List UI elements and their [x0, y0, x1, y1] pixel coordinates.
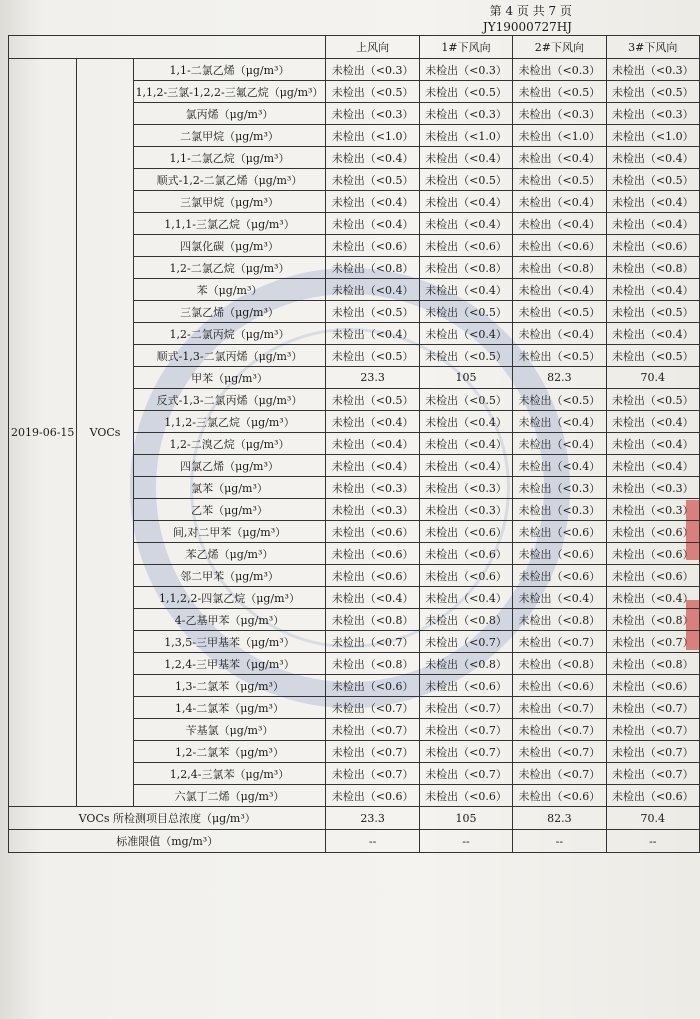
table-row [9, 59, 700, 81]
result-cell: 未检出（<0.5） [606, 301, 699, 323]
result-cell: 未检出（<0.6） [513, 543, 606, 565]
table-header-row [9, 36, 700, 59]
result-cell: 未检出（<0.6） [419, 565, 512, 587]
compound-name-cell: 六氯丁二烯（μg/m³） [133, 785, 326, 807]
result-cell: 未检出（<0.4） [419, 147, 512, 169]
results-table-body [9, 36, 700, 853]
result-cell: 未检出（<0.6） [419, 235, 512, 257]
result-cell: 未检出（<0.3） [326, 59, 419, 81]
result-cell: 未检出（<0.4） [606, 191, 699, 213]
result-cell: 未检出（<0.5） [606, 81, 699, 103]
result-cell: 未检出（<0.8） [326, 653, 419, 675]
result-cell: 未检出（<0.4） [606, 213, 699, 235]
result-cell: 未检出（<0.5） [326, 345, 419, 367]
result-cell: 未检出（<0.8） [419, 653, 512, 675]
result-cell: 未检出（<0.5） [419, 345, 512, 367]
result-cell: 未检出（<0.6） [326, 521, 419, 543]
result-cell: 未检出（<0.4） [606, 587, 699, 609]
compound-name-cell: 反式-1,3-二氯丙烯（μg/m³） [133, 389, 326, 411]
result-cell: 未检出（<0.6） [606, 785, 699, 807]
result-cell: 未检出（<0.3） [513, 103, 606, 125]
result-cell: 未检出（<0.7） [419, 631, 512, 653]
result-cell: 未检出（<0.4） [419, 191, 512, 213]
limit-value-cell: -- [606, 830, 699, 853]
compound-name-cell: 顺式-1,2-二氯乙烯（μg/m³） [133, 169, 326, 191]
compound-name-cell: 氯苯（μg/m³） [133, 477, 326, 499]
result-cell: 未检出（<0.3） [513, 59, 606, 81]
compound-name-cell: 1,1,2,2-四氯乙烷（μg/m³） [133, 587, 326, 609]
result-cell: 未检出（<0.3） [419, 477, 512, 499]
result-cell: 未检出（<0.6） [326, 565, 419, 587]
limit-value-cell: -- [326, 830, 419, 853]
compound-name-cell: 1,1,1-三氯乙烷（μg/m³） [133, 213, 326, 235]
result-cell: 未检出（<0.7） [326, 763, 419, 785]
result-cell: 未检出（<0.8） [513, 257, 606, 279]
compound-name-cell: 苯乙烯（μg/m³） [133, 543, 326, 565]
result-cell: 未检出（<0.5） [326, 389, 419, 411]
compound-name-cell: 甲苯（μg/m³） [133, 367, 326, 389]
page-number: 第 4 页 共 7 页 [489, 4, 572, 18]
result-cell: 未检出（<0.6） [513, 785, 606, 807]
result-cell: 未检出（<0.5） [513, 389, 606, 411]
result-cell: 未检出（<0.3） [419, 499, 512, 521]
total-value-cell: 105 [419, 807, 512, 830]
result-cell: 105 [419, 367, 512, 389]
result-cell: 未检出（<0.4） [606, 147, 699, 169]
result-cell: 未检出（<0.4） [606, 455, 699, 477]
result-cell: 未检出（<0.6） [513, 235, 606, 257]
result-cell: 未检出（<0.8） [419, 257, 512, 279]
result-cell: 未检出（<0.5） [326, 301, 419, 323]
result-cell: 未检出（<0.5） [513, 301, 606, 323]
result-cell: 82.3 [513, 367, 606, 389]
result-cell: 未检出（<0.4） [419, 587, 512, 609]
result-cell: 未检出（<0.7） [513, 719, 606, 741]
result-cell: 未检出（<0.3） [419, 103, 512, 125]
result-cell: 未检出（<0.4） [513, 279, 606, 301]
result-cell: 未检出（<1.0） [513, 125, 606, 147]
compound-name-cell: 二氯甲烷（μg/m³） [133, 125, 326, 147]
compound-name-cell: 1,2,4-三氯苯（μg/m³） [133, 763, 326, 785]
result-cell: 未检出（<0.3） [606, 59, 699, 81]
result-cell: 未检出（<0.7） [326, 697, 419, 719]
result-cell: 未检出（<0.3） [606, 499, 699, 521]
result-cell: 未检出（<0.4） [419, 411, 512, 433]
result-cell: 未检出（<0.4） [419, 323, 512, 345]
result-cell: 未检出（<0.4） [606, 433, 699, 455]
compound-name-cell: 1,4-二氯苯（μg/m³） [133, 697, 326, 719]
total-value-cell: 82.3 [513, 807, 606, 830]
result-cell: 未检出（<0.5） [419, 301, 512, 323]
result-cell: 未检出（<0.3） [513, 499, 606, 521]
result-cell: 未检出（<0.5） [606, 389, 699, 411]
total-value-cell: 23.3 [326, 807, 419, 830]
result-cell: 未检出（<0.5） [513, 81, 606, 103]
compound-name-cell: 四氯化碳（μg/m³） [133, 235, 326, 257]
sampling-date-cell: 2019-06-15 [9, 59, 77, 807]
compound-name-cell: 1,3,5-三甲基苯（μg/m³） [133, 631, 326, 653]
compound-name-cell: 氯丙烯（μg/m³） [133, 103, 326, 125]
compound-name-cell: 顺式-1,3-二氯丙烯（μg/m³） [133, 345, 326, 367]
compound-name-cell: 1,1-二氯乙烯（μg/m³） [133, 59, 326, 81]
result-cell: 未检出（<0.3） [326, 103, 419, 125]
result-cell: 未检出（<0.7） [419, 697, 512, 719]
result-cell: 未检出（<0.7） [326, 719, 419, 741]
result-cell: 未检出（<0.5） [513, 345, 606, 367]
column-header: 1#下风向 [419, 36, 512, 59]
result-cell: 未检出（<0.4） [513, 147, 606, 169]
compound-name-cell: 1,3-二氯苯（μg/m³） [133, 675, 326, 697]
compound-name-cell: 4-乙基甲苯（μg/m³） [133, 609, 326, 631]
results-table [8, 35, 700, 853]
result-cell: 未检出（<0.6） [513, 565, 606, 587]
compound-name-cell: 四氯乙烯（μg/m³） [133, 455, 326, 477]
result-cell: 未检出（<0.3） [326, 499, 419, 521]
result-cell: 未检出（<0.4） [326, 191, 419, 213]
result-cell: 23.3 [326, 367, 419, 389]
compound-name-cell: 1,2-二氯丙烷（μg/m³） [133, 323, 326, 345]
total-label-cell: VOCs 所检测项目总浓度（μg/m³） [9, 807, 326, 830]
compound-name-cell: 苯（μg/m³） [133, 279, 326, 301]
limit-row [9, 830, 700, 853]
result-cell: 未检出（<0.4） [419, 433, 512, 455]
result-cell: 未检出（<1.0） [419, 125, 512, 147]
result-cell: 未检出（<0.6） [606, 675, 699, 697]
total-row [9, 807, 700, 830]
result-cell: 未检出（<0.4） [326, 213, 419, 235]
result-cell: 未检出（<0.6） [419, 675, 512, 697]
result-cell: 未检出（<0.7） [326, 741, 419, 763]
result-cell: 未检出（<0.7） [513, 697, 606, 719]
result-cell: 未检出（<0.4） [326, 587, 419, 609]
result-cell: 未检出（<0.5） [326, 169, 419, 191]
result-cell: 未检出（<0.8） [606, 653, 699, 675]
result-cell: 未检出（<0.6） [326, 785, 419, 807]
result-cell: 未检出（<0.4） [513, 587, 606, 609]
result-cell: 未检出（<0.4） [326, 455, 419, 477]
result-cell: 未检出（<0.6） [606, 565, 699, 587]
compound-name-cell: 乙苯（μg/m³） [133, 499, 326, 521]
result-cell: 未检出（<0.4） [513, 455, 606, 477]
column-header: 2#下风向 [513, 36, 606, 59]
result-cell: 未检出（<0.7） [419, 741, 512, 763]
limit-value-cell: -- [419, 830, 512, 853]
result-cell: 未检出（<0.4） [606, 323, 699, 345]
limit-label-cell: 标准限值（mg/m³） [9, 830, 326, 853]
result-cell: 未检出（<0.8） [606, 257, 699, 279]
result-cell: 未检出（<0.6） [419, 543, 512, 565]
result-cell: 未检出（<0.8） [326, 257, 419, 279]
result-cell: 未检出（<0.7） [513, 631, 606, 653]
result-cell: 未检出（<0.8） [513, 653, 606, 675]
result-cell: 未检出（<1.0） [606, 125, 699, 147]
result-cell: 未检出（<0.7） [606, 741, 699, 763]
result-cell: 未检出（<0.5） [606, 345, 699, 367]
result-cell: 未检出（<0.3） [513, 477, 606, 499]
result-cell: 未检出（<0.8） [606, 609, 699, 631]
result-cell: 未检出（<0.4） [513, 411, 606, 433]
limit-value-cell: -- [513, 830, 606, 853]
result-cell: 未检出（<1.0） [326, 125, 419, 147]
result-cell: 未检出（<0.8） [513, 609, 606, 631]
result-cell: 未检出（<0.6） [513, 675, 606, 697]
result-cell: 未检出（<0.3） [606, 103, 699, 125]
result-cell: 未检出（<0.4） [326, 147, 419, 169]
result-cell: 未检出（<0.4） [419, 213, 512, 235]
compound-name-cell: 1,2-二氯苯（μg/m³） [133, 741, 326, 763]
compound-name-cell: 1,2,4-三甲基苯（μg/m³） [133, 653, 326, 675]
result-cell: 未检出（<0.3） [419, 59, 512, 81]
result-cell: 未检出（<0.4） [326, 411, 419, 433]
result-cell: 未检出（<0.6） [606, 235, 699, 257]
result-cell: 未检出（<0.3） [606, 477, 699, 499]
result-cell: 未检出（<0.4） [326, 323, 419, 345]
result-cell: 未检出（<0.7） [419, 719, 512, 741]
result-cell: 未检出（<0.5） [513, 169, 606, 191]
result-cell: 未检出（<0.7） [513, 763, 606, 785]
result-cell: 未检出（<0.5） [419, 169, 512, 191]
result-cell: 未检出（<0.4） [513, 323, 606, 345]
result-cell: 未检出（<0.5） [419, 81, 512, 103]
result-cell: 未检出（<0.7） [606, 763, 699, 785]
compound-name-cell: 间,对二甲苯（μg/m³） [133, 521, 326, 543]
result-cell: 未检出（<0.6） [606, 521, 699, 543]
result-cell: 未检出（<0.4） [326, 433, 419, 455]
result-cell: 未检出（<0.4） [419, 455, 512, 477]
result-cell: 未检出（<0.6） [326, 543, 419, 565]
result-cell: 未检出（<0.3） [326, 477, 419, 499]
result-cell: 未检出（<0.4） [513, 433, 606, 455]
result-cell: 未检出（<0.5） [326, 81, 419, 103]
compound-name-cell: 邻二甲苯（μg/m³） [133, 565, 326, 587]
result-cell: 未检出（<0.8） [419, 609, 512, 631]
result-cell: 未检出（<0.7） [606, 697, 699, 719]
compound-name-cell: 苄基氯（μg/m³） [133, 719, 326, 741]
compound-name-cell: 1,2-二氯乙烷（μg/m³） [133, 257, 326, 279]
result-cell: 未检出（<0.4） [326, 279, 419, 301]
result-cell: 未检出（<0.7） [606, 719, 699, 741]
compound-name-cell: 1,2-二溴乙烷（μg/m³） [133, 433, 326, 455]
result-cell: 未检出（<0.4） [606, 279, 699, 301]
result-cell: 未检出（<0.6） [419, 785, 512, 807]
result-cell: 未检出（<0.6） [513, 521, 606, 543]
column-header: 3#下风向 [606, 36, 699, 59]
result-cell: 70.4 [606, 367, 699, 389]
result-cell: 未检出（<0.4） [606, 411, 699, 433]
compound-name-cell: 1,1-二氯乙烷（μg/m³） [133, 147, 326, 169]
report-number: JY19000727HJ [482, 20, 572, 34]
result-cell: 未检出（<0.5） [606, 169, 699, 191]
total-value-cell: 70.4 [606, 807, 699, 830]
column-header: 上风向 [326, 36, 419, 59]
result-cell: 未检出（<0.7） [419, 763, 512, 785]
result-cell: 未检出（<0.7） [606, 631, 699, 653]
result-cell: 未检出（<0.4） [513, 191, 606, 213]
result-cell: 未检出（<0.8） [326, 609, 419, 631]
compound-name-cell: 1,1,2-三氯乙烷（μg/m³） [133, 411, 326, 433]
result-cell: 未检出（<0.7） [513, 741, 606, 763]
result-cell: 未检出（<0.6） [606, 543, 699, 565]
category-cell: VOCs [77, 59, 133, 807]
result-cell: 未检出（<0.6） [326, 675, 419, 697]
compound-name-cell: 1,1,2-三氯-1,2,2-三氟乙烷（μg/m³） [133, 81, 326, 103]
result-cell: 未检出（<0.7） [326, 631, 419, 653]
result-cell: 未检出（<0.4） [513, 213, 606, 235]
result-cell: 未检出（<0.5） [419, 389, 512, 411]
result-cell: 未检出（<0.6） [419, 521, 512, 543]
result-cell: 未检出（<0.6） [326, 235, 419, 257]
compound-name-cell: 三氯甲烷（μg/m³） [133, 191, 326, 213]
compound-name-cell: 三氯乙烯（μg/m³） [133, 301, 326, 323]
result-cell: 未检出（<0.4） [419, 279, 512, 301]
header-blank-cell [9, 36, 326, 59]
